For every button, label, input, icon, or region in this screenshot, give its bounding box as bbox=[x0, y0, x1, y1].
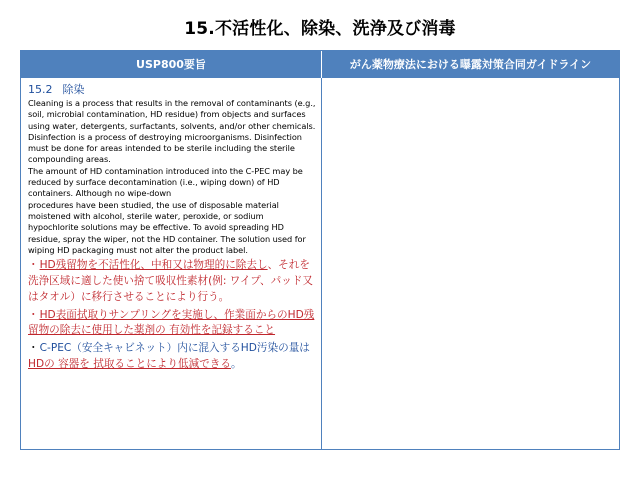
bullet-3-plain: C-PEC（安全キャビネット）内に混入するHD汚染の量は bbox=[39, 342, 310, 355]
bullet-1-underlined: HD残留物を不活性化、中和又は物理的に除去し bbox=[39, 259, 268, 272]
bullet-marker: ・ bbox=[28, 342, 39, 355]
bullet-3-underlined: HDの 容器を 拭取ることにより低減できる bbox=[28, 357, 231, 370]
bullet-3 bbox=[28, 341, 316, 373]
english-text bbox=[28, 98, 316, 256]
english-paragraph-1: Cleaning is a process that results in the removal of contaminants (e.g., soil, microbial contamination, HD residue) from objects and surfaces using water, detergents, surfactants, solvents, and/or other chemicals. Disinfection is a process of destroying microorganisms. Disinfection must be done for areas intended to be sterile including the sterile compounding areas. bbox=[28, 98, 316, 165]
guideline-cell bbox=[322, 78, 619, 449]
bullet-1-rest: 、それを洗浄区域に適した使い捨て吸収性素材(例: ワイプ、パッド又はタオル）に移行させることにより行う。 bbox=[28, 259, 314, 303]
header-guideline: がん薬物療法における曝露対策合同ガイドライン bbox=[321, 51, 619, 78]
english-paragraph-3: procedures have been studied, the use of disposable material moistened with alcohol, sterile water, peroxide, or sodium hypochlorite solutions may be effective. To avoid spreading HD residue, spray the wiper, not the HD container. The solution used for wiping HD packaging must not alter the product label. bbox=[28, 199, 306, 255]
section-number: 15.2 bbox=[28, 83, 53, 96]
section-heading bbox=[28, 83, 316, 97]
slide-title: 15.不活性化、除染、洗浄及び消毒 bbox=[184, 19, 456, 39]
usp800-cell bbox=[21, 78, 321, 449]
header-usp800: USP800要旨 bbox=[21, 51, 321, 78]
bullet-marker: ・ bbox=[28, 308, 39, 321]
comparison-table bbox=[20, 50, 620, 450]
bullet-2-underlined: HD表面拭取りサンプリングを実施し、作業面からのHD残留物の除去に使用した薬剤の 有効性を記録すること bbox=[28, 308, 315, 337]
bullet-3-end: 。 bbox=[230, 357, 242, 370]
english-paragraph-2: The amount of HD contamination introduced into the C-PEC may be reduced by surface decontamination (i.e., wiping down) of HD containers. Although no wipe-down bbox=[28, 165, 303, 199]
section-title: 除染 bbox=[62, 83, 85, 96]
bullet-1 bbox=[28, 258, 316, 305]
bullet-marker: ・ bbox=[28, 259, 39, 272]
bullet-2 bbox=[28, 308, 316, 340]
